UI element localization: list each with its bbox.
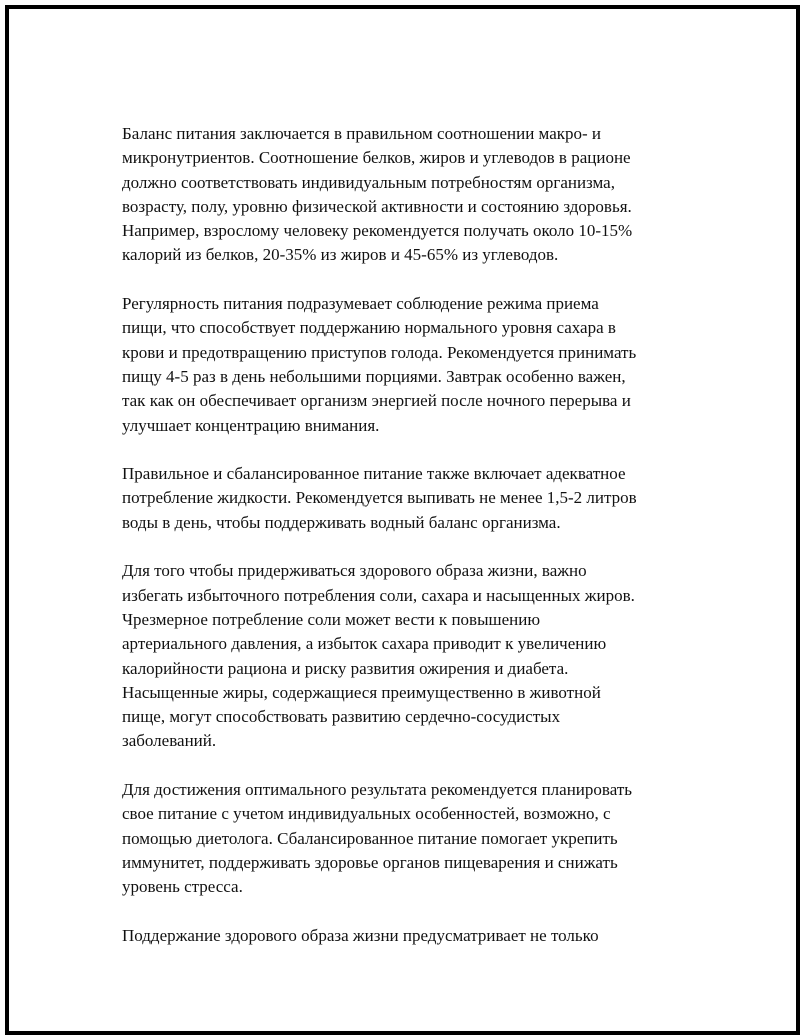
text-line: микронутриентов. Соотношение белков, жиров и углеводов в рационе <box>122 148 631 168</box>
text-line: так как он обеспечивает организм энергией после ночного перерыва и <box>122 391 631 411</box>
text-line: возрасту, полу, уровню физической активности и состоянию здоровья. <box>122 196 632 216</box>
text-line: уровень стресса. <box>122 877 243 897</box>
text-line: Насыщенные жиры, содержащиеся преимущественно в животной <box>122 682 601 702</box>
text-line: Для того чтобы придерживаться здорового образа жизни, важно <box>122 561 587 581</box>
text-line: Для достижения оптимального результата рекомендуется планировать <box>122 780 632 800</box>
document-body <box>122 122 692 972</box>
text-line: Чрезмерное потребление соли может вести к повышению <box>122 609 541 629</box>
text-line: пищу 4-5 раз в день небольшими порциями. Завтрак особенно важен, <box>122 366 626 386</box>
text-line: Например, взрослому человеку рекомендуется получать около 10-15% <box>122 221 633 241</box>
text-line: свое питание с учетом индивидуальных особенностей, возможно, с <box>122 804 611 824</box>
text-line: Поддержание здорового образа жизни предусматривает не только <box>122 925 599 945</box>
paragraph-healthy-lifestyle <box>122 924 692 948</box>
text-line: Правильное и сбалансированное питание также включает адекватное <box>122 464 626 484</box>
text-line: иммунитет, поддерживать здоровье органов пищеварения и снижать <box>122 852 618 872</box>
text-line: должно соответствовать индивидуальным потребностям организма, <box>122 172 615 192</box>
paragraph-planning-diet <box>122 778 692 899</box>
text-line: избегать избыточного потребления соли, сахара и насыщенных жиров. <box>122 585 635 605</box>
text-line: воды в день, чтобы поддерживать водный баланс организма. <box>122 512 561 532</box>
text-line: пищи, что способствует поддержанию нормального уровня сахара в <box>122 318 616 338</box>
text-line: Регулярность питания подразумевает соблюдение режима приема <box>122 294 599 314</box>
text-line: Баланс питания заключается в правильном соотношении макро- и <box>122 124 602 143</box>
text-line: калорийности рациона и риску развития ожирения и диабета. <box>122 658 569 678</box>
text-line: потребление жидкости. Рекомендуется выпивать не менее 1,5-2 литров <box>122 488 637 508</box>
paragraph-hydration <box>122 462 692 535</box>
text-line: артериального давления, а избыток сахара приводит к увеличению <box>122 634 607 654</box>
text-line: помощью диетолога. Сбалансированное питание помогает укрепить <box>122 828 618 848</box>
paragraph-limits-salt-sugar-fat <box>122 559 692 753</box>
text-line: заболеваний. <box>122 731 217 751</box>
text-line: пище, могут способствовать развитию сердечно-сосудистых <box>122 707 561 727</box>
page-frame <box>5 5 800 1035</box>
paragraph-nutrition-balance <box>122 122 692 268</box>
text-line: калорий из белков, 20-35% из жиров и 45-65% из углеводов. <box>122 245 559 265</box>
text-line: улучшает концентрацию внимания. <box>122 415 380 435</box>
text-line: крови и предотвращению приступов голода. Рекомендуется принимать <box>122 342 637 362</box>
paragraph-meal-regularity <box>122 292 692 438</box>
